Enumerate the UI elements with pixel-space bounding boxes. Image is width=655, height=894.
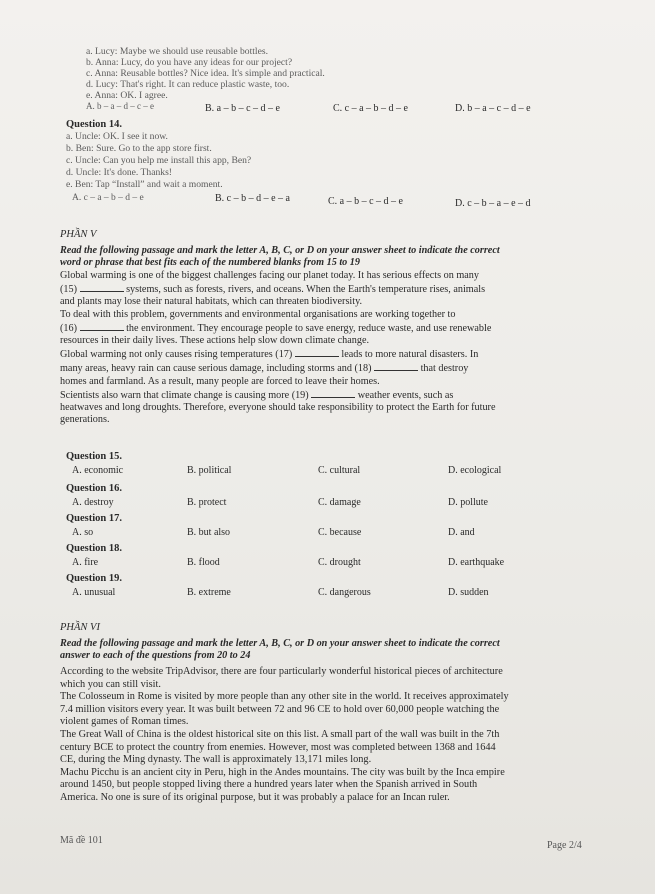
part5-heading: PHẦN V bbox=[60, 229, 97, 240]
part6-passage-line: CE, during the Ming dynasty. The wall is approximately 13,171 miles long. bbox=[60, 754, 372, 766]
question-19-option-c[interactable]: C. dangerous bbox=[318, 587, 371, 598]
question-15-label: Question 15. bbox=[66, 451, 123, 462]
question-16-option-b[interactable]: B. protect bbox=[187, 497, 227, 508]
part6-passage-line: America. No one is sure of its original purpose, but it was probably a palace for an Incan ruler. bbox=[60, 791, 450, 803]
question-17-option-b[interactable]: B. but also bbox=[187, 527, 231, 538]
part6-passage-line: around 1450, but people stopped living there a hundred years later when the Spanish arrived in South bbox=[60, 779, 478, 791]
question-17-option-d[interactable]: D. and bbox=[448, 527, 475, 538]
q14-option-c[interactable]: C. a – b – c – d – e bbox=[328, 196, 403, 207]
question-19-label: Question 19. bbox=[66, 573, 123, 584]
blank-16 bbox=[80, 321, 124, 331]
part6-instruction-line2: answer to each of the questions from 20 to 24 bbox=[60, 650, 251, 661]
q14-line-c: c. Uncle: Can you help me install this app, Ben? bbox=[66, 155, 252, 166]
passage-line-9: homes and farmland. As a result, many people are forced to leave their homes. bbox=[60, 375, 380, 387]
part6-passage-line: which you can still visit. bbox=[60, 678, 161, 690]
q13-option-d[interactable]: D. b – a – c – d – e bbox=[455, 103, 531, 114]
q13-option-b[interactable]: B. a – b – c – d – e bbox=[205, 103, 280, 114]
passage-line-6: resources in their daily lives. These actions help slow down climate change. bbox=[60, 335, 370, 347]
q14-option-b[interactable]: B. c – b – d – e – a bbox=[215, 193, 290, 204]
q13-line-c: c. Anna: Reusable bottles? Nice idea. It's simple and practical. bbox=[86, 68, 325, 79]
passage-line-10 bbox=[60, 388, 580, 402]
question-15-option-a[interactable]: A. economic bbox=[72, 465, 124, 476]
q13-option-a[interactable]: A. b – a – d – c – e bbox=[86, 101, 154, 111]
part6-passage-line: Machu Picchu is an ancient city in Peru, high in the Andes mountains. The city was built by the Inca empire bbox=[60, 766, 505, 778]
part5-instruction-line2: word or phrase that best fits each of the numbered blanks from 15 to 19 bbox=[60, 257, 360, 268]
blank-16-number: (16) bbox=[60, 322, 77, 334]
q14-option-a[interactable]: A. c – a – b – d – e bbox=[72, 193, 144, 203]
passage-line-2 bbox=[60, 282, 580, 296]
question-16-option-d[interactable]: D. pollute bbox=[448, 497, 488, 508]
question-18-option-d[interactable]: D. earthquake bbox=[448, 557, 505, 568]
passage-line-2-text: systems, such as forests, rivers, and oceans. When the Earth's temperature rises, animals bbox=[126, 284, 486, 296]
passage-line-12: generations. bbox=[60, 414, 110, 426]
passage-line-3: and plants may lose their natural habitats, which can threaten biodiversity. bbox=[60, 296, 363, 308]
blank-15 bbox=[80, 282, 124, 292]
part6-passage-line: 7.4 million visitors every year. It was built between 72 and 96 CE to hold over 60,000 people watching the bbox=[60, 703, 500, 715]
q14-line-a: a. Uncle: OK. I see it now. bbox=[66, 131, 168, 142]
q14-line-e: e. Ben: Tap “Install” and wait a moment. bbox=[66, 179, 223, 190]
question-19-option-a[interactable]: A. unusual bbox=[72, 587, 116, 598]
question-18-option-a[interactable]: A. fire bbox=[72, 557, 99, 568]
part6-passage-line: violent games of Roman times. bbox=[60, 716, 189, 728]
question-18-option-c[interactable]: C. drought bbox=[318, 557, 361, 568]
part6-passage bbox=[60, 666, 580, 805]
part6-passage-line: century BCE to protect the country from enemies. However, most was completed between 1368 and 1644 bbox=[60, 741, 496, 753]
passage-line-10a: Scientists also warn that climate change is causing more (19) bbox=[60, 389, 309, 401]
question-19-option-b[interactable]: B. extreme bbox=[187, 587, 231, 598]
passage-line-11: heatwaves and long droughts. Therefore, everyone should take responsibility to protect the Earth for future bbox=[60, 402, 496, 414]
part6-passage-line: The Great Wall of China is the oldest historical site on this list. A small part of the wall was built in the 7th bbox=[60, 728, 500, 740]
q13-option-c[interactable]: C. c – a – b – d – e bbox=[333, 103, 408, 114]
blank-15-number: (15) bbox=[60, 284, 77, 296]
question-17-option-a[interactable]: A. so bbox=[72, 527, 94, 538]
question-15-option-b[interactable]: B. political bbox=[187, 465, 232, 476]
part6-instruction-line1: Read the following passage and mark the letter A, B, C, or D on your answer sheet to indicate the correct bbox=[60, 638, 500, 649]
passage-line-8 bbox=[60, 361, 580, 375]
question-18-label: Question 18. bbox=[66, 543, 123, 554]
passage-line-5-text: the environment. They encourage people to save energy, reduce waste, and use renewable bbox=[126, 322, 492, 334]
q14-line-d: d. Uncle: It's done. Thanks! bbox=[66, 167, 172, 178]
q13-line-b: b. Anna: Lucy, do you have any ideas for our project? bbox=[86, 57, 293, 68]
blank-19 bbox=[311, 388, 355, 398]
passage-line-7a: Global warming not only causes rising temperatures (17) bbox=[60, 349, 293, 361]
q13-line-d: d. Lucy: That's right. It can reduce plastic waste, too. bbox=[86, 79, 290, 90]
passage-line-8b: that destroy bbox=[420, 363, 469, 375]
question-18-option-b[interactable]: B. flood bbox=[187, 557, 220, 568]
exam-code: Mã đề 101 bbox=[60, 835, 103, 846]
passage-line-1: Global warming is one of the biggest challenges facing our planet today. It has serious effects on many bbox=[60, 270, 479, 281]
question-15-option-c[interactable]: C. cultural bbox=[318, 465, 361, 476]
q14-label: Question 14. bbox=[66, 119, 123, 130]
part5-instruction-line1: Read the following passage and mark the letter A, B, C, or D on your answer sheet to indicate the correct bbox=[60, 245, 500, 256]
passage-line-8a: many areas, heavy rain can cause serious damage, including storms and (18) bbox=[60, 363, 372, 375]
passage-line-4: To deal with this problem, governments and environmental organisations are working together to bbox=[60, 308, 456, 320]
q13-line-a: a. Lucy: Maybe we should use reusable bottles. bbox=[86, 46, 268, 57]
passage-line-5 bbox=[60, 321, 580, 335]
page-number: Page 2/4 bbox=[547, 840, 582, 851]
q13-line-e: e. Anna: OK. I agree. bbox=[86, 90, 168, 101]
part5-passage bbox=[60, 270, 580, 426]
question-16-label: Question 16. bbox=[66, 483, 123, 494]
q14-line-b: b. Ben: Sure. Go to the app store first. bbox=[66, 143, 212, 154]
question-19-option-d[interactable]: D. sudden bbox=[448, 587, 489, 598]
passage-line-7 bbox=[60, 347, 580, 361]
question-17-option-c[interactable]: C. because bbox=[318, 527, 362, 538]
question-17-label: Question 17. bbox=[66, 513, 123, 524]
blank-17 bbox=[295, 347, 339, 357]
passage-line-7b: leads to more natural disasters. In bbox=[341, 349, 479, 361]
q14-option-d[interactable]: D. c – b – a – e – d bbox=[455, 198, 531, 209]
passage-line-10b: weather events, such as bbox=[357, 389, 454, 401]
question-15-option-d[interactable]: D. ecological bbox=[448, 465, 502, 476]
question-16-option-a[interactable]: A. destroy bbox=[72, 497, 114, 508]
part6-passage-line: The Colosseum in Rome is visited by more people than any other site in the world. It receives approximately bbox=[60, 691, 509, 703]
question-16-option-c[interactable]: C. damage bbox=[318, 497, 361, 508]
part6-heading: PHẦN VI bbox=[60, 622, 100, 633]
blank-18 bbox=[374, 361, 418, 371]
part6-passage-line: According to the website TripAdvisor, there are four particularly wonderful historical pieces of architecture bbox=[60, 666, 503, 677]
